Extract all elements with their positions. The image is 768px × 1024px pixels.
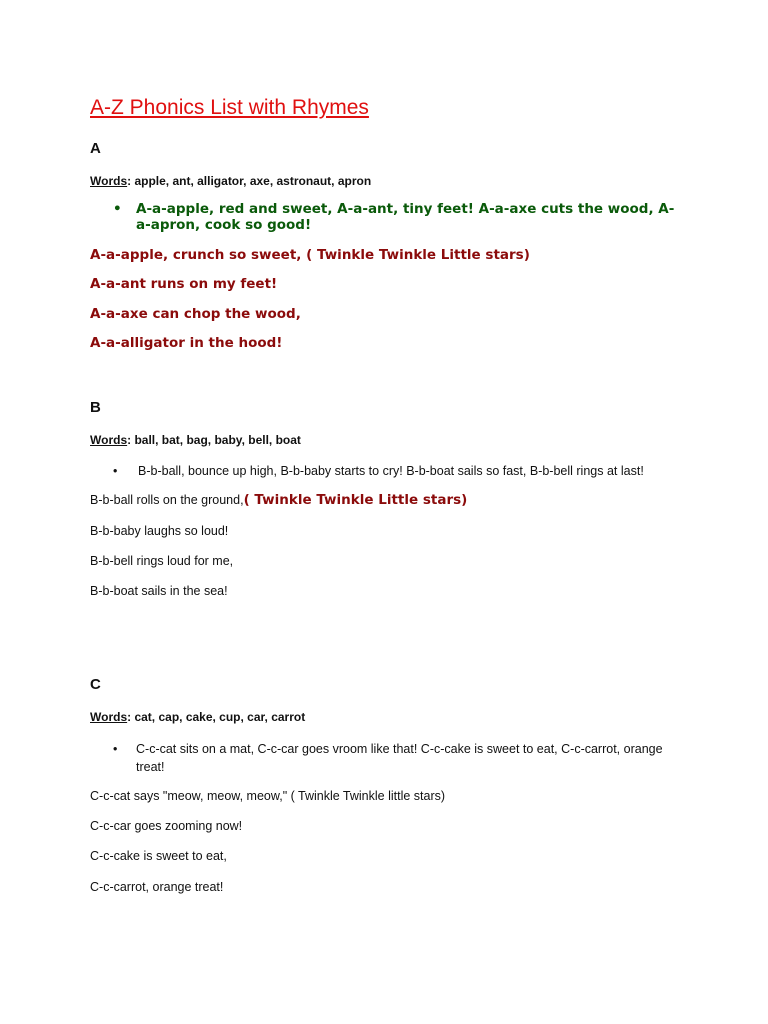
bullet-dot-icon: • [113, 742, 118, 756]
section-letter-c: C [90, 676, 101, 693]
section-letter-b: B [90, 399, 101, 416]
rhyme-line-a-1: A-a-apple, crunch so sweet, ( Twinkle Twinkle Little stars) [90, 247, 530, 263]
rhyme-line-b-4: B-b-boat sails in the sea! [90, 584, 228, 598]
words-list: : apple, ant, alligator, axe, astronaut, apron [127, 174, 372, 188]
rhyme-line-a-4: A-a-alligator in the hood! [90, 335, 283, 351]
words-label: Words [90, 433, 128, 447]
rhyme-bullet-text: B-b-ball, bounce up high, B-b-baby starts to cry! B-b-boat sails so fast, B-b-bell rings at last! [138, 464, 644, 478]
words-label: Words [90, 174, 128, 188]
words-line-b [90, 433, 301, 447]
section-letter-a: A [90, 140, 101, 157]
bullet-dot-icon: • [113, 201, 122, 217]
rhyme-line-a-3: A-a-axe can chop the wood, [90, 306, 301, 322]
rhyme-line-b-2: B-b-baby laughs so loud! [90, 524, 229, 538]
tune-note: ( Twinkle Twinkle Little stars) [243, 492, 468, 508]
rhyme-line-c-1: C-c-cat says "meow, meow, meow," ( Twinkle Twinkle little stars) [90, 789, 446, 803]
page-title: A-Z Phonics List with Rhymes [90, 96, 369, 119]
words-list: : ball, bat, bag, baby, bell, boat [127, 433, 301, 447]
words-line-c [90, 710, 305, 724]
rhyme-bullet-text: C-c-cat sits on a mat, C-c-car goes vroom like that! C-c-cake is sweet to eat, C-c-carrot, orange treat! [136, 742, 663, 774]
rhyme-line-c-3: C-c-cake is sweet to eat, [90, 849, 227, 863]
rhyme-bullet-text: A-a-apple, red and sweet, A-a-ant, tiny feet! A-a-axe cuts the wood, A-a-apron, cook so good! [136, 201, 675, 233]
rhyme-line-c-4: C-c-carrot, orange treat! [90, 880, 224, 894]
rhyme-line-a-2: A-a-ant runs on my feet! [90, 276, 278, 292]
words-list: : cat, cap, cake, cup, car, carrot [127, 710, 306, 724]
rhyme-line-c-2: C-c-car goes zooming now! [90, 819, 243, 833]
bullet-dot-icon: • [113, 464, 118, 478]
rhyme-line-text: B-b-ball rolls on the ground, [90, 493, 244, 507]
rhyme-line-b-1 [90, 491, 467, 509]
rhyme-line-b-3: B-b-bell rings loud for me, [90, 554, 234, 568]
words-label: Words [90, 710, 128, 724]
words-line-a [90, 174, 371, 188]
